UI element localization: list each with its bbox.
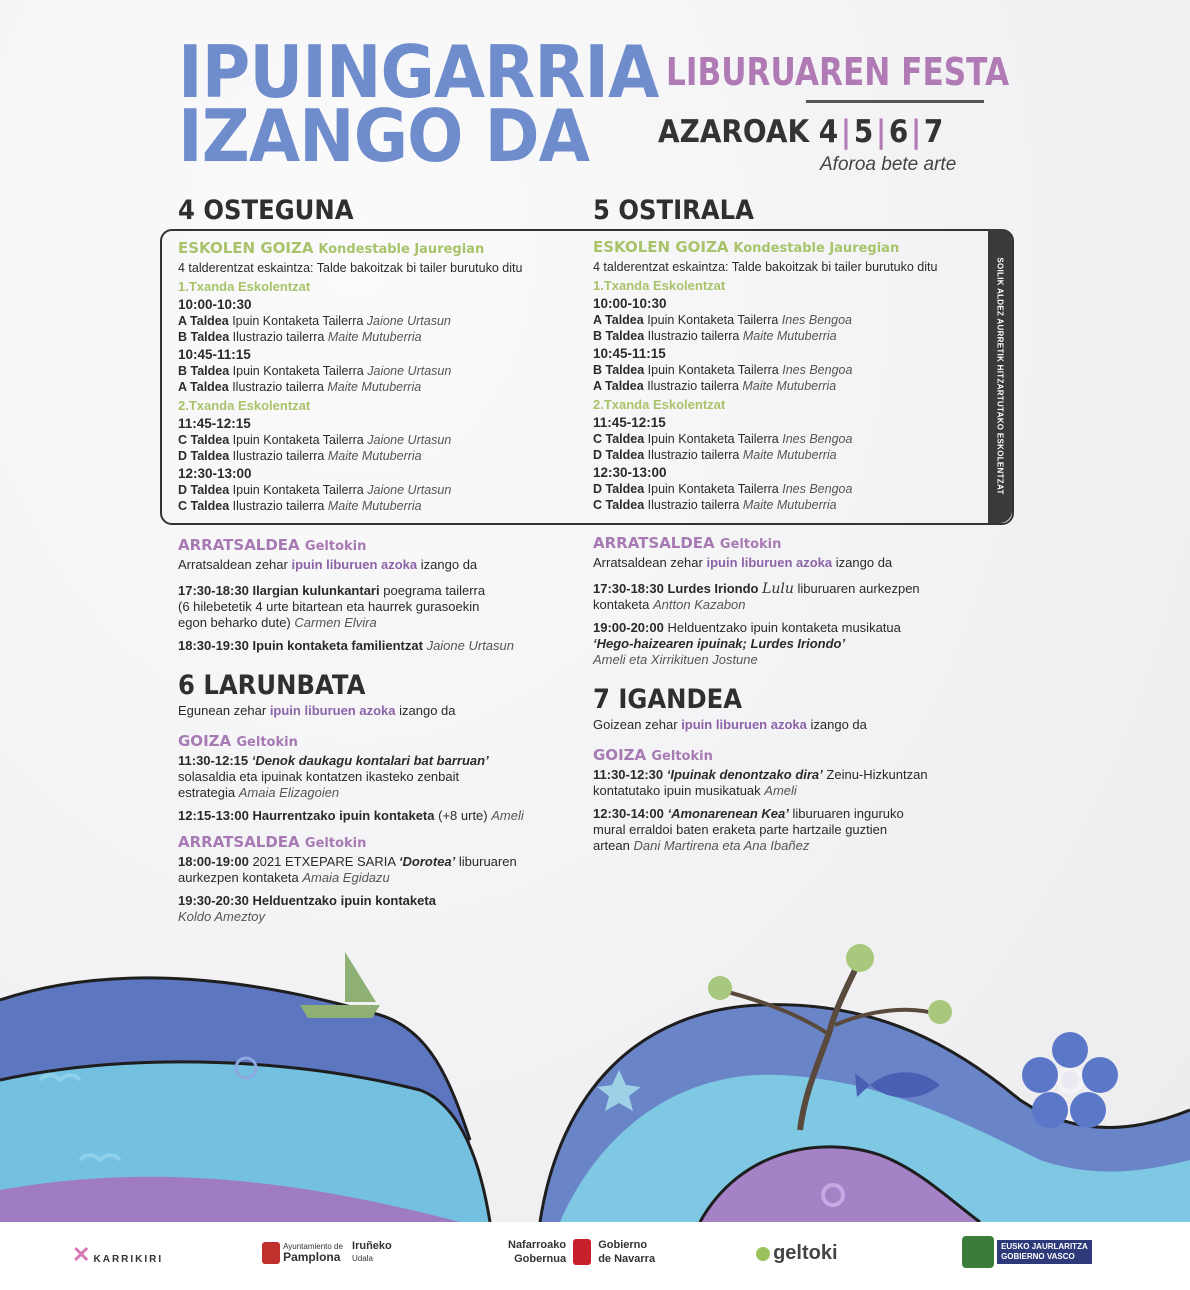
time-slot: 12:30-13:00 (593, 465, 667, 480)
schedule-row: C Taldea Ipuin Kontaketa Tailerra Jaione Urtasun (178, 433, 452, 447)
offer-text: 4 talderentzat eskaintza: Talde bakoitzak bi tailer burutuko ditu (178, 261, 523, 275)
basque-shield-icon (962, 1236, 994, 1268)
txanda-1: 1.Txanda Eskolentzat (593, 278, 726, 293)
landscape-illustration (0, 940, 1190, 1222)
event-row: 11:30-12:15 ‘Denok daukagu kontalari bat barruan’ (178, 753, 489, 768)
karrikiri-logo: ✕ KARRIKIRI (72, 1242, 164, 1267)
schedule-row: A Taldea Ilustrazio tailerra Maite Mutuberria (178, 380, 422, 394)
event-row: 18:00-19:00 2021 ETXEPARE SARIA ‘Dorotea’ liburuaren (178, 854, 517, 869)
event-row: 17:30-18:30 Lurdes Iriondo Lulu liburuaren aurkezpen (593, 581, 920, 597)
event-row: 19:00-20:00 Helduentzako ipuin kontaketa musikatua (593, 620, 901, 635)
morning-place: Geltokin (236, 735, 298, 750)
schedule-row: C Taldea Ilustrazio tailerra Maite Mutuberria (178, 499, 422, 513)
morning-head: GOIZA (178, 732, 232, 750)
date-5: 5 (853, 114, 874, 150)
school-head: ESKOLEN GOIZA (178, 239, 314, 257)
boat-hull (300, 1005, 380, 1018)
title-line-1: IPUINGARRIA (178, 30, 659, 114)
flower-petal (1052, 1032, 1088, 1068)
day5-heading: 5 OSTIRALA (593, 195, 754, 226)
tree-leaves-left (708, 976, 732, 1000)
schedule-row: C Taldea Ipuin Kontaketa Tailerra Ines Bengoa (593, 432, 853, 446)
time-slot: 12:30-13:00 (178, 466, 252, 481)
event-row: 19:30-20:30 Helduentzako ipuin kontaketa (178, 893, 436, 908)
time-slot: 10:00-10:30 (178, 297, 252, 312)
date-6: 6 (888, 114, 909, 150)
schedule-row: B Taldea Ilustrazio tailerra Maite Mutuberria (178, 330, 422, 344)
afternoon-place: Geltokin (304, 539, 367, 554)
event-line: (6 hilebetetik 4 urte bitartean eta haurrek gurasoekin (178, 599, 480, 614)
event-line: solasaldia eta ipuinak kontatzen ikasteko zenbait (178, 769, 460, 784)
date-7: 7 (923, 114, 944, 150)
dates: AZAROAK 4|5|6|7 (658, 114, 944, 150)
time-slot: 10:00-10:30 (593, 296, 667, 311)
schedule-row: B Taldea Ilustrazio tailerra Maite Mutuberria (593, 329, 837, 343)
day-intro: Goizean zehar ipuin liburuen azoka izango da (593, 717, 867, 732)
event-row: 18:30-19:30 Ipuin kontaketa familientzat Jaione Urtasun (178, 638, 515, 653)
schedule-row: A Taldea Ipuin Kontaketa Tailerra Jaione Urtasun (178, 314, 451, 328)
flower-petal (1082, 1057, 1118, 1093)
schedule-row: B Taldea Ipuin Kontaketa Tailerra Ines Bengoa (593, 363, 853, 377)
afternoon-place: Geltokin (719, 537, 782, 552)
festa-title: LIBURUAREN FESTA (666, 50, 1010, 94)
afternoon-intro: Arratsaldean zehar ipuin liburuen azoka izango da (593, 555, 893, 570)
event-row: 12:15-13:00 Haurrentzako ipuin kontaketa (+8 urte) Ameli (178, 808, 524, 823)
day-intro: Egunean zehar ipuin liburuen azoka izango da (178, 703, 456, 718)
navarra-shield-icon (573, 1239, 591, 1265)
festa-underline (806, 100, 984, 103)
pamplona-logo: Ayuntamiento de Pamplona Iruñeko Udala (262, 1240, 392, 1265)
day6-heading: 6 LARUNBATA (178, 670, 366, 701)
sidebar-text: SOILIK ALDEZ AURRETIK HITZARTUTAKO ESKOLENTZAT (995, 257, 1005, 495)
event-line: mural erraldoi baten eraketa parte hartzaile guztien (593, 822, 888, 837)
eusko-jaurlaritza-logo: EUSKO JAURLARITZA GOBIERNO VASCO (962, 1236, 1092, 1268)
morning-place: Geltokin (651, 749, 713, 764)
event-row: 12:30-14:00 ‘Amonarenean Kea’ liburuaren inguruko (593, 806, 904, 821)
title-line-2: IZANGO DA (178, 94, 590, 178)
event-line: kontaketa Antton Kazabon (593, 597, 746, 612)
afternoon-head: ARRATSALDEA (178, 536, 300, 554)
afternoon-place: Geltokin (304, 836, 367, 851)
schedule-row: D Taldea Ipuin Kontaketa Tailerra Jaione Urtasun (178, 483, 452, 497)
flower-petal (1022, 1057, 1058, 1093)
geltoki-logo: geltoki (756, 1242, 838, 1265)
event-line: egon beharko dute) Carmen Elvira (178, 615, 377, 630)
day4-afternoon (178, 537, 514, 654)
txanda-1: 1.Txanda Eskolentzat (178, 279, 311, 294)
schedule-row: D Taldea Ipuin Kontaketa Tailerra Ines Bengoa (593, 482, 853, 496)
pamplona-shield-icon (262, 1242, 280, 1264)
day7-heading: 7 IGANDEA (593, 684, 743, 715)
time-slot: 11:45-12:15 (178, 416, 251, 431)
schedule-row: C Taldea Ilustrazio tailerra Maite Mutuberria (593, 498, 837, 512)
afternoon-head: ARRATSALDEA (593, 534, 715, 552)
dates-prefix: AZAROAK (658, 114, 810, 150)
school-place: Kondestable Jauregian (318, 242, 485, 257)
event-line: kontatutako ipuin musikatuak Ameli (593, 783, 797, 798)
school-place: Kondestable Jauregian (733, 241, 900, 256)
navarra-logo: Nafarroako Gobernua Gobierno de Navarra (508, 1239, 656, 1265)
offer-text: 4 talderentzat eskaintza: Talde bakoitzak bi tailer burutuko ditu (593, 260, 938, 274)
aforoa-note: Aforoa bete arte (820, 154, 957, 175)
schedule-row: B Taldea Ipuin Kontaketa Tailerra Jaione Urtasun (178, 364, 452, 378)
date-4: 4 (818, 114, 839, 150)
event-row: 17:30-18:30 Ilargian kulunkantari poegrama tailerra (178, 583, 486, 598)
day4-school (178, 240, 522, 514)
event-line: Ameli eta Xirrikituen Jostune (593, 652, 758, 667)
event-line: artean Dani Martirena eta Ana Ibañez (593, 838, 810, 853)
poster-title (178, 30, 659, 178)
event-line: estrategia Amaia Elizagoien (178, 785, 340, 800)
school-head: ESKOLEN GOIZA (593, 238, 729, 256)
afternoon-intro: Arratsaldean zehar ipuin liburuen azoka izango da (178, 557, 478, 572)
time-slot: 11:45-12:15 (593, 415, 666, 430)
txanda-2: 2.Txanda Eskolentzat (593, 397, 726, 412)
time-slot: 10:45-11:15 (593, 346, 666, 361)
morning-head: GOIZA (593, 746, 647, 764)
schedule-row: D Taldea Ilustrazio tailerra Maite Mutuberria (593, 448, 837, 462)
day5-school (593, 239, 937, 513)
schedule-row: D Taldea Ilustrazio tailerra Maite Mutuberria (178, 449, 422, 463)
footer-logos (0, 1222, 1190, 1290)
school-only-sidebar (988, 229, 1012, 523)
geltoki-icon (756, 1247, 770, 1261)
day4-heading: 4 OSTEGUNA (178, 195, 354, 226)
day6-section (178, 703, 524, 925)
afternoon-head: ARRATSALDEA (178, 833, 300, 851)
event-line: aurkezpen kontaketa Amaia Egidazu (178, 870, 390, 885)
tree-leaves-right (928, 1000, 952, 1024)
schedule-row: A Taldea Ilustrazio tailerra Maite Mutuberria (593, 379, 837, 393)
karrikiri-icon: ✕ (72, 1242, 91, 1267)
boat-sail (345, 952, 376, 1002)
tree-leaves-top (846, 944, 874, 972)
time-slot: 10:45-11:15 (178, 347, 251, 362)
flower-petal (1032, 1092, 1068, 1128)
event-line: Koldo Ameztoy (178, 909, 265, 924)
flower-petal (1070, 1092, 1106, 1128)
day7-section (593, 717, 928, 854)
day5-afternoon (593, 535, 920, 668)
event-row: 11:30-12:30 ‘Ipuinak denontzako dira’ Zeinu-Hizkuntzan (593, 767, 928, 782)
event-line: ‘Hego-haizearen ipuinak; Lurdes Iriondo’ (593, 636, 846, 651)
txanda-2: 2.Txanda Eskolentzat (178, 398, 311, 413)
schedule-row: A Taldea Ipuin Kontaketa Tailerra Ines Bengoa (593, 313, 852, 327)
